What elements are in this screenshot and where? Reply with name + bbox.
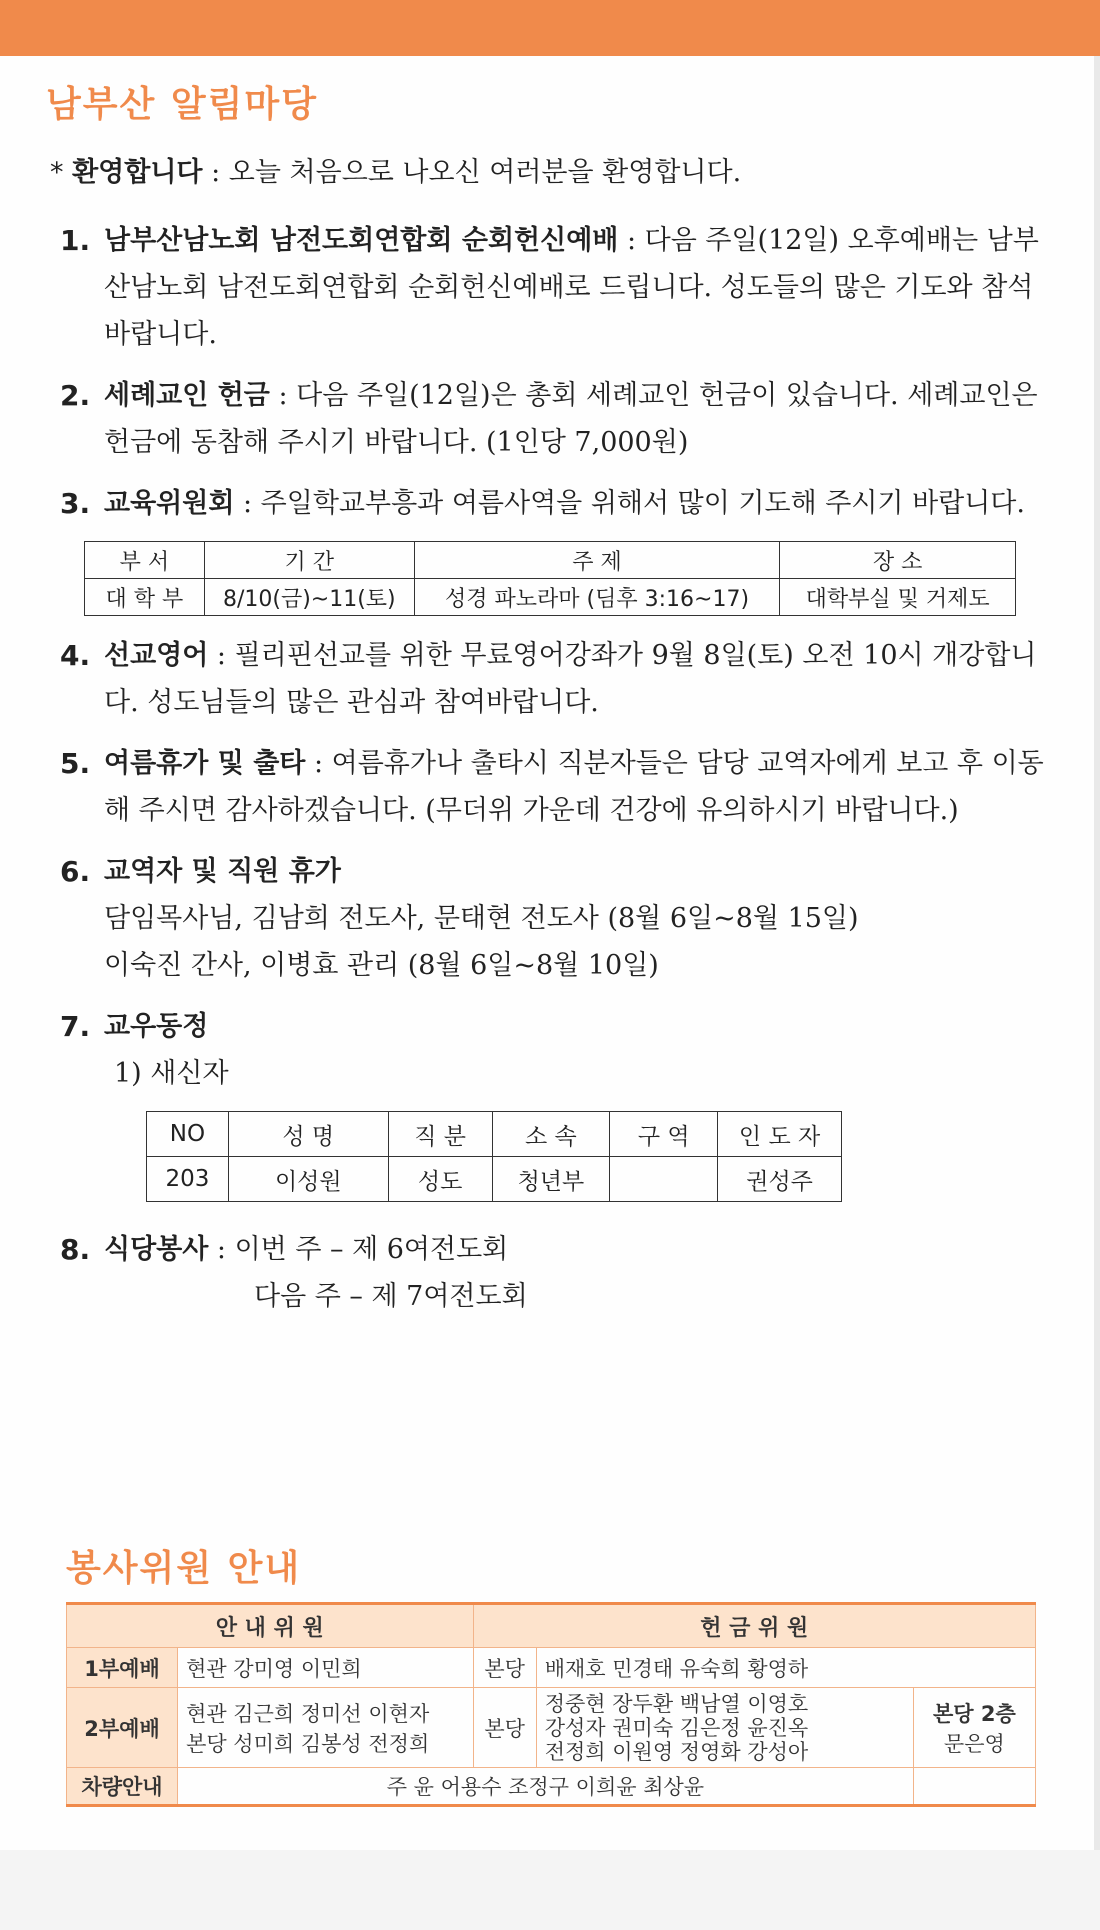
top-color-bar xyxy=(0,0,1100,56)
serve-row-label: 1부예배 xyxy=(67,1648,178,1688)
item-line: : 이번 주 – 제 6여전도회 xyxy=(208,1234,509,1265)
item-title: 세례교인 헌금 xyxy=(104,380,270,411)
item-number: 6. xyxy=(60,855,91,888)
serve-empty-cell xyxy=(913,1768,1035,1806)
serve-offering-place: 본당 xyxy=(473,1648,536,1688)
welcome-label: 환영합니다 xyxy=(72,157,203,188)
announcement-item-5 xyxy=(50,740,1050,834)
announcement-item-8 xyxy=(50,1226,1050,1320)
serve-header-offering: 헌 금 위 원 xyxy=(473,1604,1035,1648)
table-row xyxy=(147,1157,842,1202)
item-number: 8. xyxy=(60,1233,91,1266)
item-number: 7. xyxy=(60,1010,91,1043)
table-header: NO xyxy=(147,1112,229,1157)
item-title: 교역자 및 직원 휴가 xyxy=(104,856,341,887)
serve-row-2 xyxy=(67,1688,1036,1768)
table-cell xyxy=(610,1157,718,1202)
table-header: 주 제 xyxy=(414,542,780,579)
announcement-item-6 xyxy=(50,848,1050,989)
item-number: 4. xyxy=(60,639,91,672)
serve-guide-line: 현관 김근희 정미선 이현자 xyxy=(186,1701,430,1726)
item-number: 5. xyxy=(60,747,91,780)
serve-offering-place: 본당 xyxy=(473,1688,536,1768)
asterisk: * xyxy=(50,157,64,188)
item-line: 다음 주 – 제 7여전도회 xyxy=(254,1281,528,1312)
table-header: 인 도 자 xyxy=(718,1112,842,1157)
item-title: 선교영어 xyxy=(104,640,209,671)
table-header: 장 소 xyxy=(780,542,1016,579)
serve-header-guide: 안 내 위 원 xyxy=(67,1604,474,1648)
item-subheading: 1) 새신자 xyxy=(114,1058,229,1089)
table-header-row xyxy=(85,542,1016,579)
item-title: 식당봉사 xyxy=(104,1234,209,1265)
announcement-item-1 xyxy=(50,217,1050,358)
table-cell: 이성원 xyxy=(228,1157,388,1202)
item-title: 남부산남노회 남전도회연합회 순회헌신예배 xyxy=(104,225,619,256)
welcome-line xyxy=(50,150,1050,189)
newcomer-table xyxy=(146,1111,842,1202)
announcement-item-4 xyxy=(50,632,1050,726)
item-number: 2. xyxy=(60,379,91,412)
table-header: 구 역 xyxy=(610,1112,718,1157)
serve-guide-cell xyxy=(178,1688,473,1768)
serve-header-row xyxy=(67,1604,1036,1648)
serve-guide-line: 본당 성미희 김봉성 전정희 xyxy=(186,1731,430,1756)
item-title: 교우동정 xyxy=(104,1011,209,1042)
table-header: 기 간 xyxy=(204,542,414,579)
item-text: : 다음 주일(12일) 오후예배는 남부산남노회 남전도회연합회 순회헌신예배로 드립니다. 성도들의 많은 기도와 참석바랍니다. xyxy=(104,225,1039,350)
item-number: 1. xyxy=(60,224,91,257)
serve-offering-line: 강성자 권미숙 김은정 윤진옥 xyxy=(544,1715,809,1740)
item-title: 교육위원회 xyxy=(104,488,235,519)
serve-offering-cell xyxy=(536,1688,913,1768)
page-edge xyxy=(1094,56,1100,1856)
table-header-row xyxy=(147,1112,842,1157)
item-text: : 주일학교부흥과 여름사역을 위해서 많이 기도해 주시기 바랍니다. xyxy=(234,488,1025,519)
serve-row-1 xyxy=(67,1648,1036,1688)
serve-extra-cell xyxy=(913,1688,1035,1768)
serve-section-title: 봉사위원 안내 xyxy=(66,1548,302,1589)
announcement-item-2 xyxy=(50,372,1050,466)
item-line: 담임목사님, 김남희 전도사, 문태현 전도사 (8월 6일~8월 15일) xyxy=(104,903,859,934)
serve-row-3 xyxy=(67,1768,1036,1806)
table-cell: 권성주 xyxy=(718,1157,842,1202)
serve-offering-cell: 배재호 민경태 유숙희 황영하 xyxy=(536,1648,1035,1688)
table-cell: 성경 파노라마 (딤후 3:16~17) xyxy=(414,579,780,616)
serve-row-label: 차량안내 xyxy=(67,1768,178,1806)
table-cell: 대학부실 및 거제도 xyxy=(780,579,1016,616)
table-cell: 청년부 xyxy=(492,1157,610,1202)
welcome-text: : 오늘 처음으로 나오신 여러분을 환영합니다. xyxy=(202,157,742,188)
table-cell: 대 학 부 xyxy=(85,579,205,616)
serve-extra-name: 문은영 xyxy=(943,1731,1005,1756)
serve-table xyxy=(66,1602,1036,1807)
table-cell: 성도 xyxy=(388,1157,492,1202)
item-line: 이숙진 간사, 이병효 관리 (8월 6일~8월 10일) xyxy=(104,950,659,981)
item-number: 3. xyxy=(60,487,91,520)
table-header: 부 서 xyxy=(85,542,205,579)
page-title: 남부산 알림마당 xyxy=(46,84,318,125)
item-text: : 다음 주일(12일)은 총회 세례교인 헌금이 있습니다. 세례교인은 헌금에 동참해 주시기 바랍니다. (1인당 7,000원) xyxy=(104,380,1038,458)
announcement-item-7 xyxy=(50,1003,1050,1097)
serve-guide-cell: 현관 강미영 이민희 xyxy=(178,1648,473,1688)
page-bottom-margin xyxy=(0,1850,1100,1930)
announcement-item-3 xyxy=(50,480,1050,527)
item-text: : 여름휴가나 출타시 직분자들은 담당 교역자에게 보고 후 이동해 주시면 감사하겠습니다. (무더위 가운데 건강에 유의하시기 바랍니다.) xyxy=(104,748,1044,826)
item-text: : 필리핀선교를 위한 무료영어강좌가 9월 8일(토) 오전 10시 개강합니다. 성도님들의 많은 관심과 참여바랍니다. xyxy=(104,640,1037,718)
serve-offering-line: 정중현 장두환 백남열 이영호 xyxy=(544,1691,809,1716)
serve-offering-line: 전정희 이원영 정영화 강성아 xyxy=(544,1739,809,1764)
table-row xyxy=(85,579,1016,616)
serve-extra-place: 본당 2층 xyxy=(932,1701,1016,1726)
serve-vehicle-cell: 주 윤 어용수 조정구 이희윤 최상윤 xyxy=(178,1768,914,1806)
table-header: 성 명 xyxy=(228,1112,388,1157)
announcement-list xyxy=(50,150,1050,1334)
serve-row-label: 2부예배 xyxy=(67,1688,178,1768)
table-cell: 8/10(금)~11(토) xyxy=(204,579,414,616)
table-header: 직 분 xyxy=(388,1112,492,1157)
item-title: 여름휴가 및 출타 xyxy=(104,748,306,779)
education-schedule-table xyxy=(84,541,1016,616)
table-header: 소 속 xyxy=(492,1112,610,1157)
table-cell: 203 xyxy=(147,1157,229,1202)
